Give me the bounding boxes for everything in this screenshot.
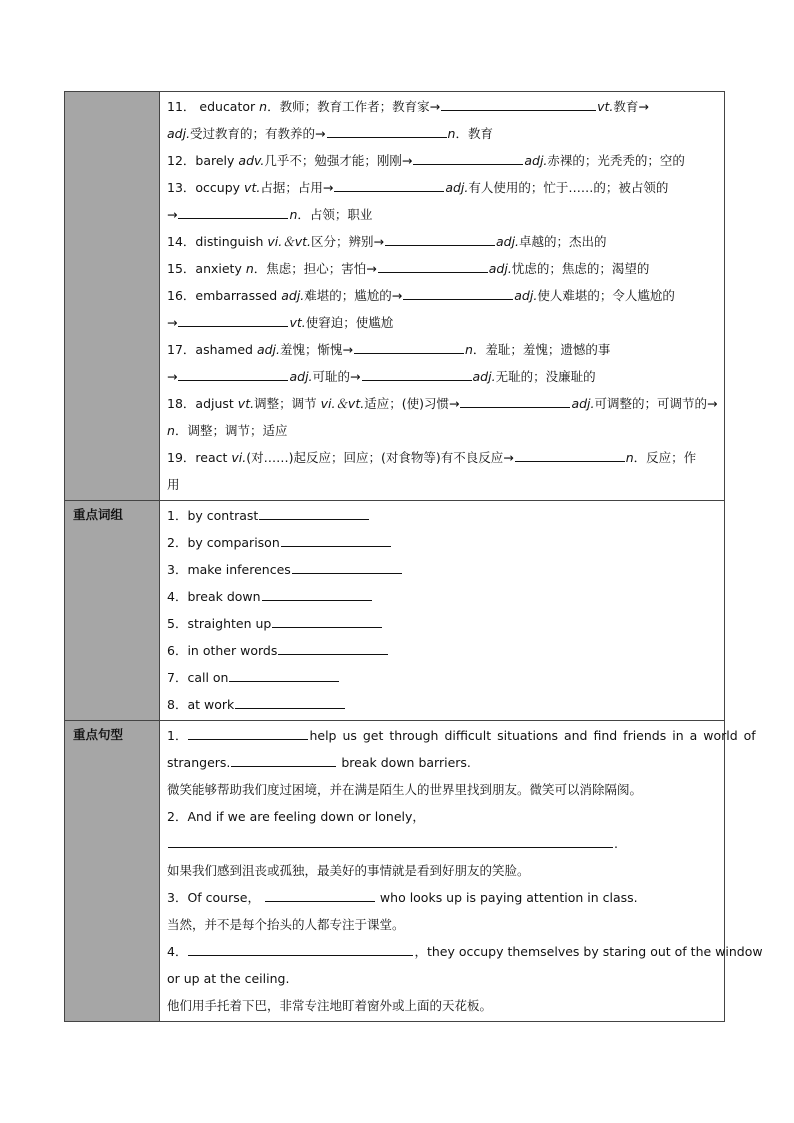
item-number: 16． <box>167 288 196 303</box>
words-label-cell <box>65 92 160 501</box>
item-number: 1． <box>167 728 188 743</box>
word-item-13-cont <box>167 201 718 228</box>
meaning: 忧虑的；焦虑的；渴望的 <box>511 261 650 276</box>
part-of-speech: adv. <box>238 153 265 168</box>
sentence-text: or up at the ceiling. <box>167 971 290 986</box>
answer-blank[interactable] <box>168 834 613 848</box>
headword: barely <box>195 153 235 168</box>
item-number: 14． <box>167 234 196 249</box>
answer-blank[interactable] <box>178 367 288 381</box>
answer-blank[interactable] <box>278 641 388 655</box>
phrase-text: 1．by contrast <box>167 508 259 523</box>
part-of-speech: adj. <box>495 234 520 249</box>
meaning: ．调整；调节；适应 <box>174 423 288 438</box>
word-item-14 <box>167 228 718 255</box>
meaning: 占据；占用→ <box>260 180 334 195</box>
answer-blank[interactable] <box>460 394 570 408</box>
sentence-text: . <box>614 836 618 851</box>
part-of-speech: vt. <box>237 396 255 411</box>
part-of-speech: vi.＆vt. <box>320 396 365 411</box>
part-of-speech: adj. <box>472 369 496 384</box>
part-of-speech: n <box>167 423 175 438</box>
part-of-speech: vt. <box>597 99 614 114</box>
sentence-2-translation: 如果我们感到沮丧或孤独，最美好的事情就是看到好朋友的笑脸。 <box>167 863 530 878</box>
part-of-speech: n <box>625 450 634 465</box>
answer-blank[interactable] <box>188 942 413 956</box>
phrase-item <box>167 691 718 718</box>
phrase-text: 3．make inferences <box>167 562 291 577</box>
part-of-speech: adj. <box>571 396 595 411</box>
phrase-item <box>167 637 718 664</box>
word-item-11 <box>167 93 718 120</box>
headword: occupy <box>195 180 241 195</box>
answer-blank[interactable] <box>385 232 495 246</box>
answer-blank[interactable] <box>413 151 523 165</box>
phrase-text: 7．call on <box>167 670 229 685</box>
meaning: 调整；调节 <box>254 396 317 411</box>
sentence-2-line-1 <box>167 803 718 830</box>
sentence-text: strangers. <box>167 755 231 770</box>
meaning: 用 <box>167 477 180 492</box>
meaning: 可调整的；可调节的→ <box>594 396 718 411</box>
meaning: 使窘迫；使尴尬 <box>305 315 394 330</box>
part-of-speech: n <box>289 207 298 222</box>
meaning: 适应；(使)习惯→ <box>364 396 460 411</box>
sentence-text: help us get through difficult situations and find friends in a world of <box>309 728 756 743</box>
word-item-15 <box>167 255 718 282</box>
part-of-speech: adj. <box>524 153 548 168</box>
part-of-speech: vt. <box>244 180 261 195</box>
sentences-body <box>160 721 763 1022</box>
phrase-text: 4．break down <box>167 589 261 604</box>
sentence-3 <box>167 884 718 911</box>
words-section <box>65 92 725 501</box>
meaning: ．占领；职业 <box>297 207 373 222</box>
sentence-1-head <box>167 722 309 749</box>
part-of-speech: n <box>447 126 456 141</box>
headword: react <box>195 450 228 465</box>
meaning: (对……)起反应；回应；(对食物等)有不良反应→ <box>246 450 514 465</box>
phrase-item <box>167 502 718 529</box>
part-of-speech: n <box>464 342 473 357</box>
meaning: ．教育 <box>455 126 493 141</box>
phrases-section <box>65 501 725 721</box>
word-item-11-cont <box>167 120 718 147</box>
arrow: → <box>167 369 178 384</box>
meaning: ．反应；作 <box>633 450 697 465</box>
meaning: 区分；辨别→ <box>311 234 384 249</box>
phrase-item <box>167 556 718 583</box>
phrase-item <box>167 583 718 610</box>
sentence-text: who looks up is paying attention in class. <box>379 890 638 905</box>
headword: ashamed <box>195 342 253 357</box>
answer-blank[interactable] <box>265 888 375 902</box>
part-of-speech: vt. <box>289 315 306 330</box>
item-number: 13． <box>167 180 196 195</box>
sentences-section <box>65 721 725 1022</box>
answer-blank[interactable] <box>259 506 369 520</box>
sentence-3-translation: 当然，并不是每个抬头的人都专注于课堂。 <box>167 917 405 932</box>
answer-blank[interactable] <box>188 726 308 740</box>
headword: anxiety <box>195 261 242 276</box>
meaning: ．教师；教育工作者；教育家→ <box>267 99 441 114</box>
answer-blank[interactable] <box>354 340 464 354</box>
answer-blank[interactable] <box>178 313 288 327</box>
answer-blank[interactable] <box>235 695 345 709</box>
part-of-speech: vi.＆vt. <box>267 234 311 249</box>
word-item-19-cont <box>167 471 718 498</box>
answer-blank[interactable] <box>378 259 488 273</box>
meaning: 受过教育的；有教养的→ <box>190 126 326 141</box>
answer-blank[interactable] <box>441 97 596 111</box>
answer-blank[interactable] <box>262 587 372 601</box>
part-of-speech: adj. <box>281 288 305 303</box>
item-number: 19． <box>167 450 196 465</box>
sentence-1-line-2 <box>167 749 718 776</box>
answer-blank[interactable] <box>231 753 336 767</box>
arrow: → <box>167 207 178 222</box>
phrase-item <box>167 529 718 556</box>
sentence-text: break down barriers. <box>341 755 471 770</box>
word-item-16-cont <box>167 309 718 336</box>
answer-blank[interactable] <box>362 367 472 381</box>
sentence-1-line-1 <box>167 722 756 749</box>
part-of-speech: adj. <box>445 180 469 195</box>
answer-blank[interactable] <box>515 448 625 462</box>
meaning: 教育→ <box>613 99 649 114</box>
part-of-speech: adj. <box>289 369 313 384</box>
meaning: 几乎不；勉强才能；刚刚→ <box>264 153 413 168</box>
part-of-speech: n <box>245 261 254 276</box>
answer-blank[interactable] <box>178 205 288 219</box>
phrase-item <box>167 610 718 637</box>
word-item-13 <box>167 174 718 201</box>
word-item-17-cont <box>167 363 718 390</box>
sentence-text: ，they occupy themselves by staring out of the window <box>414 944 763 959</box>
answer-blank[interactable] <box>272 614 382 628</box>
meaning: ．羞耻；羞愧；遗憾的事 <box>472 342 611 357</box>
sentence-4-line-1 <box>167 938 763 965</box>
answer-blank[interactable] <box>292 560 402 574</box>
part-of-speech: adj. <box>256 342 280 357</box>
item-number: 4． <box>167 944 188 959</box>
meaning: ．焦虑；担心；害怕→ <box>253 261 377 276</box>
phrase-text: 6．in other words <box>167 643 278 658</box>
answer-blank[interactable] <box>403 286 513 300</box>
headword: adjust <box>195 396 234 411</box>
sentence-2-line-2 <box>167 830 718 857</box>
sentence-4-line-2 <box>167 965 718 992</box>
sentence-text: 3．Of course， <box>167 890 260 905</box>
item-number: 17． <box>167 342 196 357</box>
worksheet-table <box>64 91 763 1022</box>
part-of-speech: adj. <box>514 288 538 303</box>
sentences-label: 重点句型 <box>65 721 160 1022</box>
meaning: 有人使用的；忙于……的；被占领的 <box>468 180 669 195</box>
sentence-text: 2．And if we are feeling down or lonely， <box>167 809 425 824</box>
part-of-speech: n <box>259 99 268 114</box>
phrase-text: 5．straighten up <box>167 616 272 631</box>
phrases-body <box>160 501 725 721</box>
item-number: 15． <box>167 261 196 276</box>
arrow: → <box>167 315 178 330</box>
phrases-label: 重点词组 <box>65 501 160 721</box>
meaning: 无耻的；没廉耻的 <box>495 369 596 384</box>
meaning: 赤裸的；光秃秃的；空的 <box>547 153 685 168</box>
phrase-text: 2．by comparison <box>167 535 280 550</box>
answer-blank[interactable] <box>327 124 447 138</box>
answer-blank[interactable] <box>281 533 391 547</box>
item-number: 18． <box>167 396 196 411</box>
item-number: 12． <box>167 153 196 168</box>
word-item-18-cont <box>167 417 718 444</box>
part-of-speech: adj. <box>167 126 191 141</box>
meaning: 难堪的；尴尬的→ <box>304 288 403 303</box>
word-item-19 <box>167 444 718 471</box>
phrase-item <box>167 664 718 691</box>
word-item-16 <box>167 282 718 309</box>
answer-blank[interactable] <box>334 178 444 192</box>
phrase-text: 8．at work <box>167 697 235 712</box>
item-number: 11． <box>167 99 196 114</box>
sentence-4-translation: 他们用手托着下巴，非常专注地盯着窗外或上面的天花板。 <box>167 998 493 1013</box>
sentence-1-translation: 微笑能够帮助我们度过困境，并在满是陌生人的世界里找到朋友。微笑可以消除隔阂。 <box>167 782 643 797</box>
meaning: 卓越的；杰出的 <box>519 234 607 249</box>
part-of-speech: vi. <box>231 450 247 465</box>
headword: embarrassed <box>195 288 278 303</box>
word-item-17 <box>167 336 718 363</box>
word-item-12 <box>167 147 718 174</box>
meaning: 使人难堪的；令人尴尬的 <box>537 288 675 303</box>
headword: distinguish <box>195 234 264 249</box>
part-of-speech: adj. <box>488 261 512 276</box>
words-body <box>160 92 725 501</box>
meaning: 可耻的→ <box>312 369 361 384</box>
word-item-18 <box>167 390 718 417</box>
meaning: 羞愧；惭愧→ <box>280 342 353 357</box>
answer-blank[interactable] <box>229 668 339 682</box>
headword: educator <box>199 99 256 114</box>
